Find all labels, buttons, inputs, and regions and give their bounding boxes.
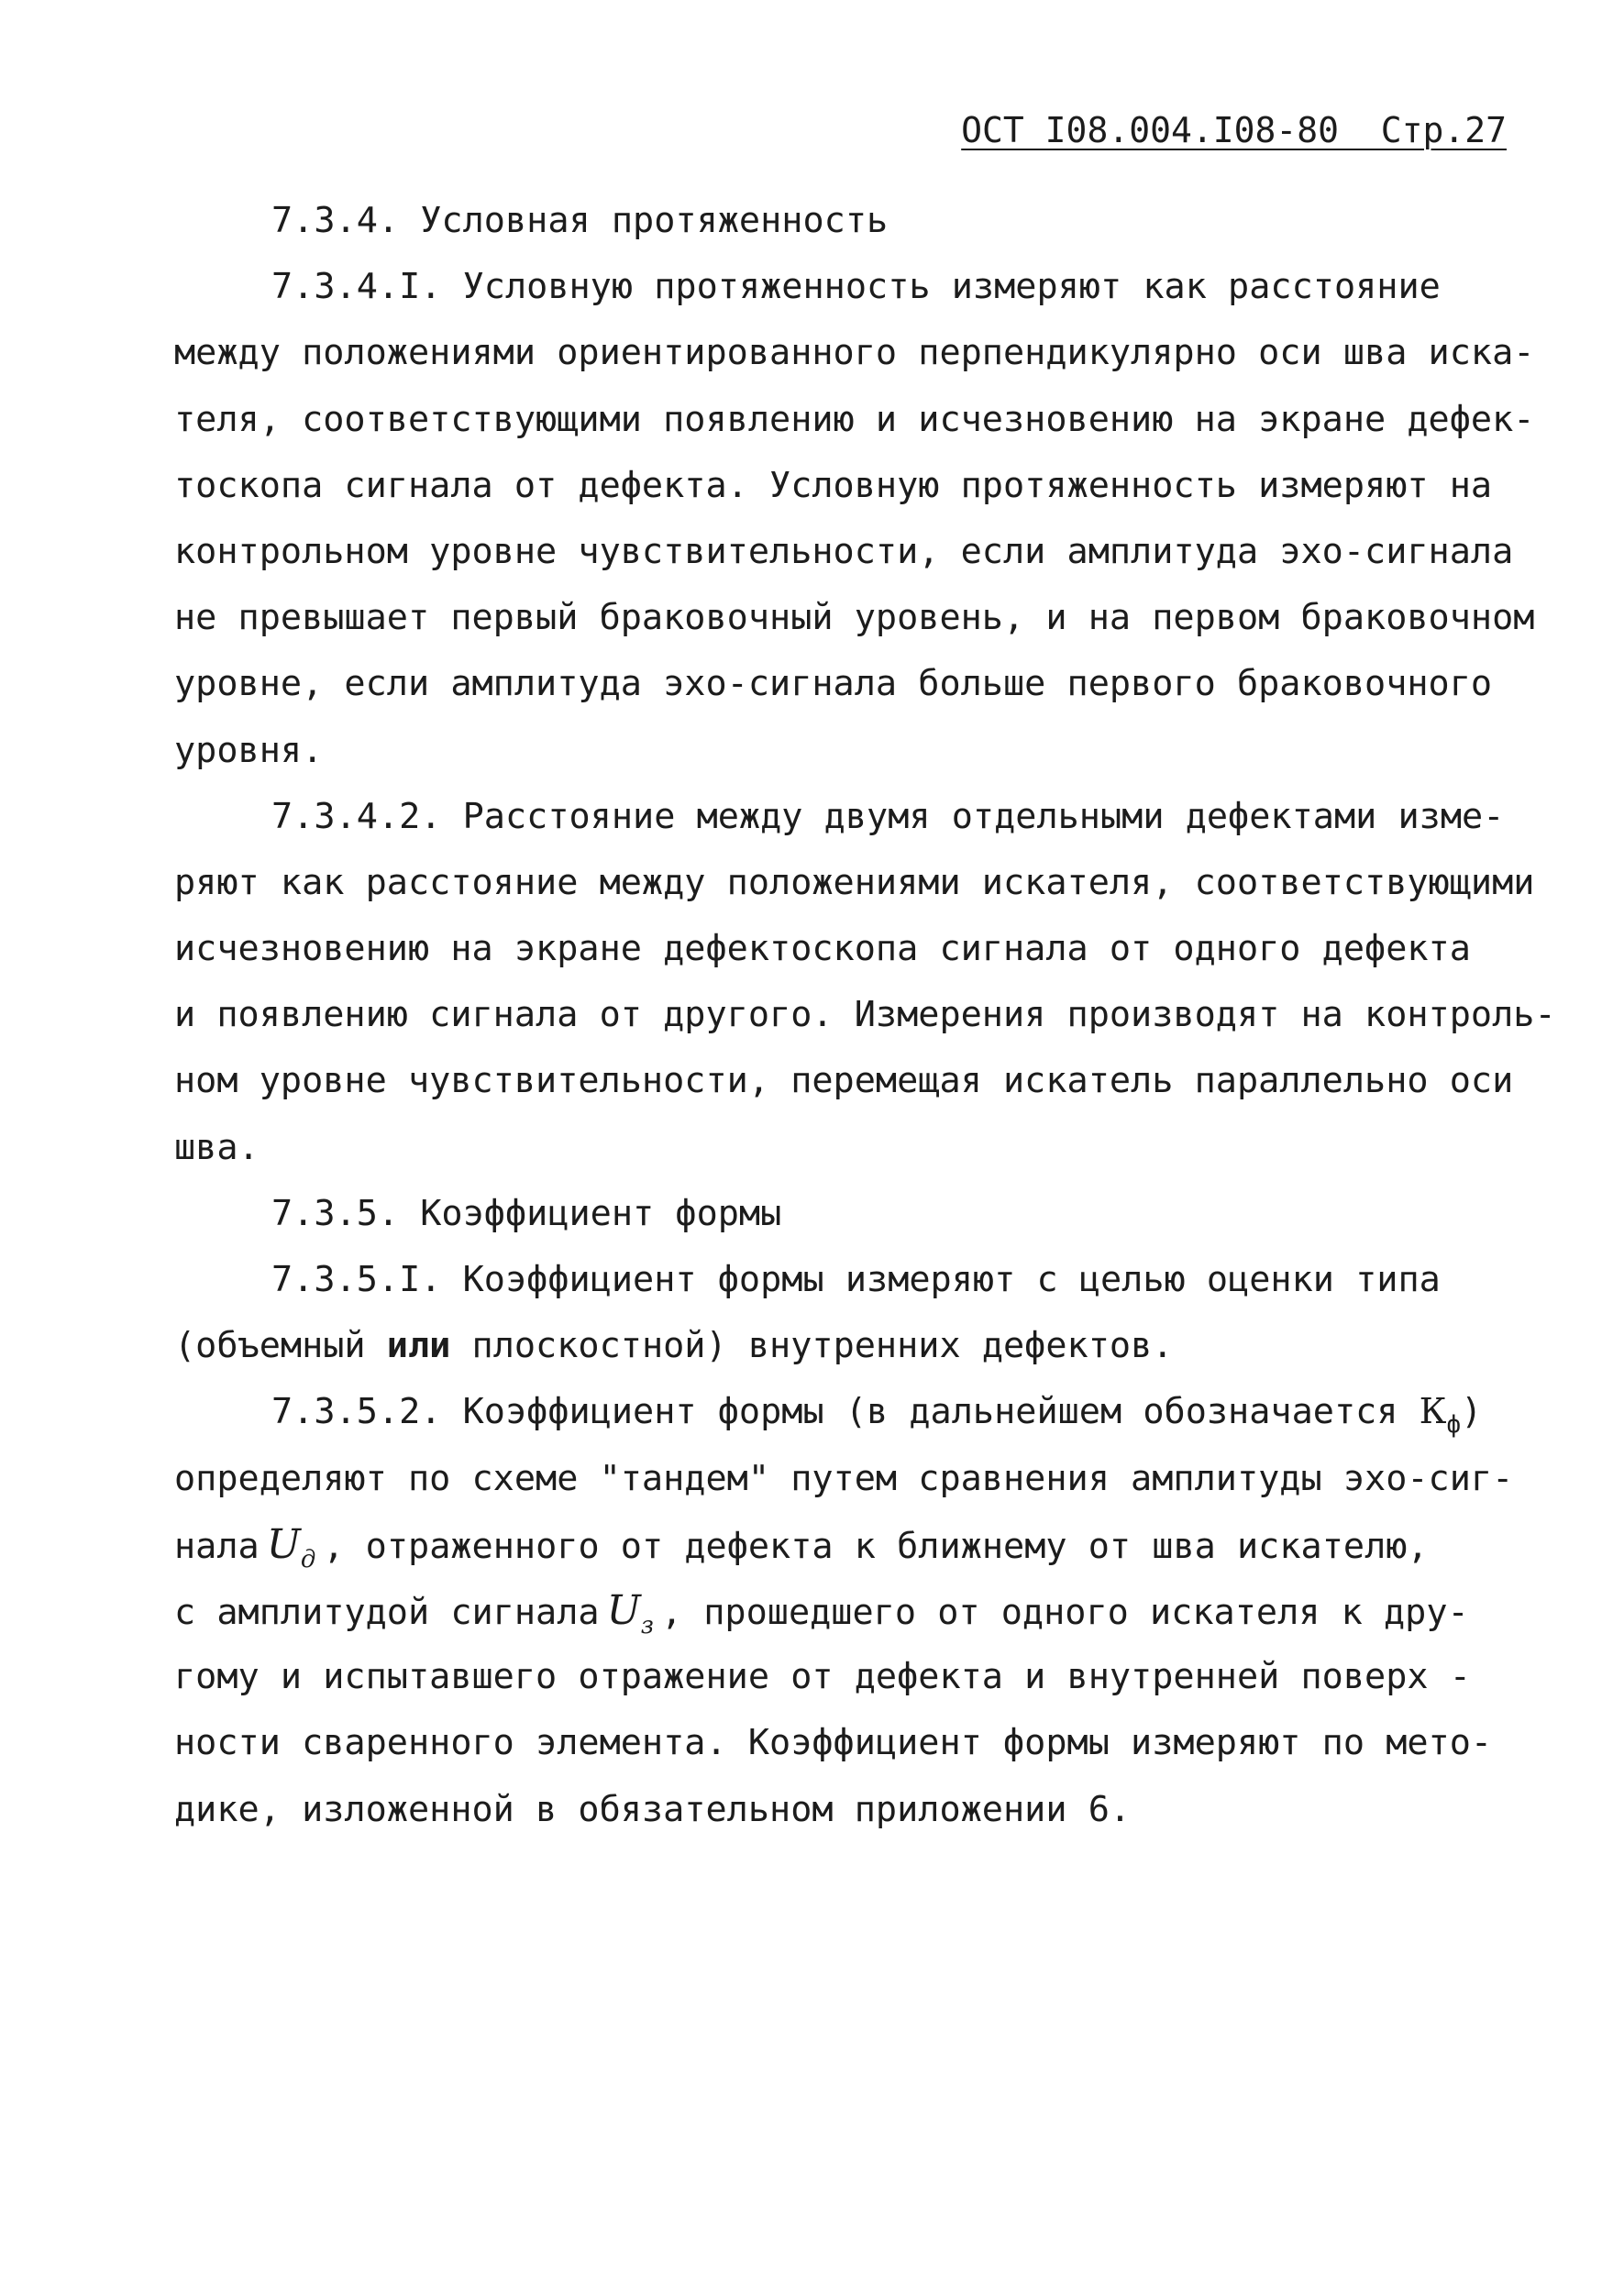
paragraph-line: ряют как расстояние между положениями искателя, соответствующими	[174, 861, 1535, 903]
paragraph-line	[174, 1313, 1495, 1379]
emphasized-word: или	[386, 1325, 451, 1367]
paragraph-line: тоскопа сигнала от дефекта. Условную протяженность измеряют на	[174, 464, 1493, 506]
text-fragment: (объемный	[174, 1325, 387, 1367]
paragraph-line: дике, изложенной в обязательном приложении 6.	[174, 1788, 1132, 1830]
paragraph-line: 7.3.4.I. Условную протяженность измеряют как расстояние	[271, 266, 1441, 308]
paragraph-line: 7.3.4.2. Расстояние между двумя отдельными дефектами изме-	[271, 795, 1505, 837]
symbol-base: U	[266, 1520, 301, 1568]
document-body	[174, 188, 1556, 1843]
symbol-subscript: д	[300, 1545, 316, 1573]
page-header: ОСТ I08.004.I08-80 Стр.27	[961, 110, 1507, 150]
paragraph-line: контрольном уровне чувствительности, если амплитуда эхо-сигнала	[174, 530, 1514, 572]
text-fragment: )	[1461, 1391, 1483, 1433]
paragraph-line	[174, 1578, 1495, 1644]
paragraph-line	[174, 1512, 1495, 1578]
paragraph-line	[174, 1379, 1495, 1445]
paragraph-line: определяют по схеме "тандем" путем сравнения амплитуды эхо-сиг-	[174, 1457, 1514, 1499]
paragraph-line: уровня.	[174, 729, 324, 771]
paragraph-line: и появлению сигнала от другого. Измерения производят на контроль-	[174, 994, 1556, 1036]
text-fragment: с амплитудой сигнала	[174, 1591, 600, 1633]
text-fragment: , прошедшего от одного искателя к дру-	[660, 1591, 1469, 1633]
k-subscript: ф	[1446, 1411, 1462, 1440]
paragraph-line: шва.	[174, 1126, 260, 1168]
paragraph-line: гому и испытавшего отражение от дефекта и внутренней поверх -	[174, 1656, 1471, 1698]
text-fragment: 7.3.5.2. Коэффициент формы (в дальнейшем обозначается	[271, 1391, 1420, 1433]
paragraph-line: ном уровне чувствительности, перемещая искатель параллельно оси	[174, 1060, 1514, 1102]
paragraph-line: не превышает первый браковочный уровень, и на первом браковочном	[174, 597, 1535, 639]
paragraph-line: между положениями ориентированного перпендикулярно оси шва иска-	[174, 332, 1535, 374]
section-heading-7-3-5: 7.3.5. Коэффициент формы	[271, 1192, 782, 1234]
paragraph-line: 7.3.5.I. Коэффициент формы измеряют с целью оценки типа	[271, 1259, 1441, 1300]
symbol-base: U	[606, 1586, 641, 1634]
text-fragment: нала	[174, 1525, 260, 1567]
paragraph-line: уровне, если амплитуда эхо-сигнала больше первого браковочного	[174, 663, 1493, 705]
paragraph-line: ности сваренного элемента. Коэффициент формы измеряют по мето-	[174, 1722, 1493, 1764]
k-symbol: К	[1419, 1391, 1447, 1433]
symbol-subscript: з	[640, 1611, 654, 1639]
text-fragment: , отраженного от дефекта к ближнему от шва искателю,	[323, 1525, 1429, 1567]
section-heading-7-3-4: 7.3.4. Условная протяженность	[271, 200, 889, 241]
paragraph-line: теля, соответствующими появлению и исчезновению на экране дефек-	[174, 398, 1535, 440]
paragraph-line: исчезновению на экране дефектоскопа сигнала от одного дефекта	[174, 928, 1471, 970]
text-fragment: плоскостной) внутренних дефектов.	[450, 1325, 1174, 1367]
